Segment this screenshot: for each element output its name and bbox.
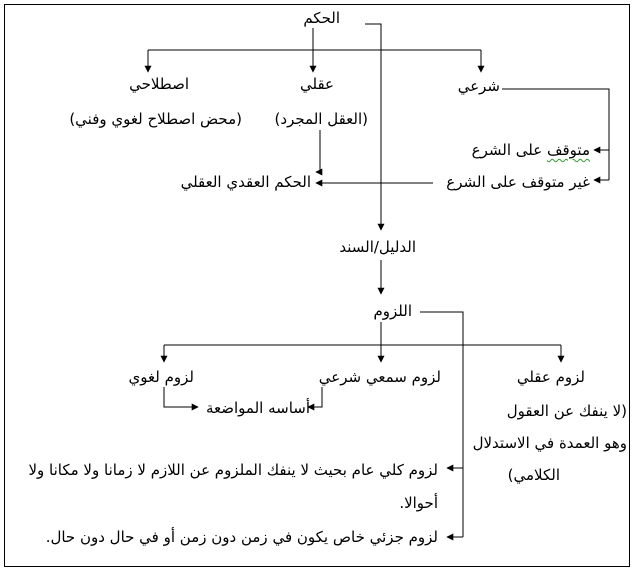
shari-dependent-node (472, 141, 590, 159)
evidence-node: الدليل/السند (339, 238, 416, 256)
shari-independent-node: غير متوقف على الشرع (446, 173, 590, 191)
convention-basis-node: أساسه المواضعة (205, 399, 310, 417)
arrow-lughawi-to-basis (164, 387, 198, 407)
istilahi-node: اصطلاحي (129, 75, 189, 93)
shari-bracket (502, 89, 609, 180)
luzum-node: اللزوم (373, 302, 412, 320)
partial-luzum-node: لزوم جزئي خاص يكون في زمن دون زمن أو في حال دون حال. (45, 528, 438, 546)
general-luzum-line2: أحوالا. (399, 494, 438, 512)
general-luzum-line1: لزوم كلي عام بحيث لا ينفك الملزوم عن اللازم لا زمانا ولا مكانا ولا (28, 461, 438, 479)
istilahi-note: (محض اصطلاح لغوي وفني) (69, 110, 242, 128)
luzum-aqli-note-line2: وهو العمدة في الاستدلال (472, 434, 627, 452)
luzum-aqli-node: لزوم عقلي (516, 368, 585, 386)
aqli-note: (العقل المجرد) (274, 110, 368, 128)
luzum-lughawi-node: لزوم لغوي (128, 368, 194, 386)
arrow-aqli-to-judgment (316, 130, 320, 172)
dependent-prefix: متوقف (546, 141, 590, 159)
luzum-aqli-note-line1: (لا ينفك عن العقول (506, 402, 627, 420)
arrow-samii-to-basis (308, 387, 322, 407)
luzum-samii-node: لزوم سمعي شرعي (318, 368, 441, 386)
luzum-aqli-note-line3: الكلامي) (507, 466, 560, 484)
root-node: الحكم (303, 9, 340, 27)
dependent-rest: على الشرع (471, 141, 543, 159)
shari-node: شرعي (457, 77, 500, 95)
aqli-node: عقلي (299, 75, 334, 93)
rational-judgment-node: الحكم العقدي العقلي (180, 173, 311, 191)
